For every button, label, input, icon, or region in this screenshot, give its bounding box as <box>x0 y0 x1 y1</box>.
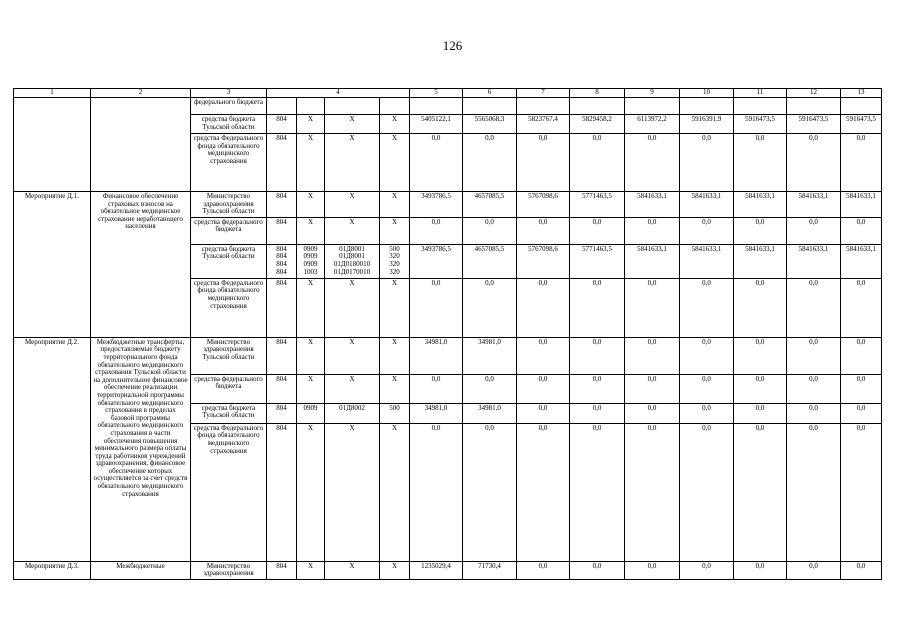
code-rz: X <box>297 337 325 374</box>
value-cell: 0,0 <box>625 278 680 337</box>
code-vr: X <box>380 337 410 374</box>
value-cell: 0,0 <box>680 561 734 579</box>
code-line: 804 <box>276 267 287 276</box>
value-cell: 34981,0 <box>463 337 517 374</box>
value-cell: 0,0 <box>841 423 882 561</box>
value-cell: 5841633,1 <box>625 192 680 218</box>
value-cell: 0,0 <box>570 134 625 192</box>
value-cell: 0,0 <box>841 134 882 192</box>
value-cell: 0,0 <box>841 337 882 374</box>
value-cell: 0,0 <box>570 403 625 423</box>
event-cell: Мероприятие Д.2. <box>14 337 91 561</box>
code-csr: X <box>325 337 380 374</box>
value-cell: 3493786,5 <box>410 244 463 278</box>
value-cell: 4657085,5 <box>463 244 517 278</box>
value-cell: 0,0 <box>841 217 882 244</box>
value-cell: 0,0 <box>517 217 570 244</box>
header-col-13: 13 <box>841 89 882 98</box>
code-line: 0909 <box>303 244 318 253</box>
budget-table <box>13 88 882 580</box>
value-cell: 0,0 <box>734 374 787 403</box>
table-row <box>14 98 882 115</box>
code-line: 320 <box>389 259 400 268</box>
code-vr: X <box>380 217 410 244</box>
source-cell: средства бюджета Тульской области <box>191 244 267 278</box>
code-csr: X <box>325 423 380 561</box>
source-cell: средства Федерального фонда обязательного медицинского страхования <box>191 423 267 561</box>
source-cell: Министерство здравоохранения <box>191 561 267 579</box>
value-cell: 5841633,1 <box>787 244 841 278</box>
code-line: 320 <box>389 252 400 261</box>
code-csr: X <box>325 115 380 134</box>
source-cell: Министерство здравоохранения Тульской области <box>191 192 267 218</box>
value-cell: 5771463,5 <box>570 244 625 278</box>
value-cell: 0,0 <box>787 278 841 337</box>
event-cell: Мероприятие Д.1. <box>14 192 91 338</box>
value-cell: 34981,0 <box>410 403 463 423</box>
value-cell: 0,0 <box>734 134 787 192</box>
desc-cell <box>91 98 191 192</box>
header-col-3: 3 <box>191 89 267 98</box>
code-line: 01Д8001 <box>339 244 365 253</box>
code-rz: 0909 <box>297 403 325 423</box>
value-cell: 0,0 <box>680 423 734 561</box>
code-vr: X <box>380 192 410 218</box>
value-cell: 0,0 <box>787 403 841 423</box>
value-cell: 0,0 <box>570 278 625 337</box>
code-rz: X <box>297 423 325 561</box>
code-rz: X <box>297 217 325 244</box>
source-cell: средства бюджета Тульской области <box>191 115 267 134</box>
value-cell: 0,0 <box>841 561 882 579</box>
value-cell: 0,0 <box>517 423 570 561</box>
page-number: 126 <box>442 38 463 53</box>
value-cell: 6113972,2 <box>625 115 680 134</box>
value-cell: 0,0 <box>787 561 841 579</box>
value-cell: 0,0 <box>841 403 882 423</box>
code-rz: X <box>297 278 325 337</box>
value-cell: 0,0 <box>517 561 570 579</box>
value-cell: 5771463,5 <box>570 192 625 218</box>
code-csr: X <box>325 217 380 244</box>
code-vr: X <box>380 561 410 579</box>
code-rz: X <box>297 374 325 403</box>
value-cell: 0,0 <box>787 337 841 374</box>
code-vr: X <box>380 423 410 561</box>
value-cell: 0,0 <box>787 423 841 561</box>
code-line: 804 <box>276 252 287 261</box>
source-cell: средства Федерального фонда обязательного медицинского страхования <box>191 134 267 192</box>
code-vr: X <box>380 374 410 403</box>
value-cell: 5823767,4 <box>517 115 570 134</box>
value-cell: 0,0 <box>410 374 463 403</box>
value-cell: 0,0 <box>410 217 463 244</box>
code-rz: X <box>297 115 325 134</box>
value-cell: 5767098,6 <box>517 192 570 218</box>
header-col-6: 6 <box>463 89 517 98</box>
value-cell: 0,0 <box>463 278 517 337</box>
value-cell: 0,0 <box>410 278 463 337</box>
code-csr: X <box>325 374 380 403</box>
value-cell: 5916473,5 <box>734 115 787 134</box>
code-vr <box>380 244 410 278</box>
header-col-2: 2 <box>91 89 191 98</box>
header-col-1: 1 <box>14 89 91 98</box>
code-rz: X <box>297 192 325 218</box>
value-cell: 0,0 <box>734 561 787 579</box>
source-cell: средства бюджета Тульской области <box>191 403 267 423</box>
value-cell: 0,0 <box>517 337 570 374</box>
value-cell: 0,0 <box>734 278 787 337</box>
value-cell: 0,0 <box>517 278 570 337</box>
value-cell: 0,0 <box>680 217 734 244</box>
code-line: 804 <box>276 244 287 253</box>
value-cell: 0,0 <box>463 423 517 561</box>
value-cell: 1235029,4 <box>410 561 463 579</box>
value-cell: 0,0 <box>680 278 734 337</box>
value-cell: 0,0 <box>517 374 570 403</box>
code-csr: X <box>325 134 380 192</box>
value-cell: 34981,0 <box>463 403 517 423</box>
header-col-5: 5 <box>410 89 463 98</box>
value-cell: 0,0 <box>841 278 882 337</box>
value-cell: 0,0 <box>841 374 882 403</box>
value-cell: 0,0 <box>625 217 680 244</box>
code-gr: 804 <box>267 192 297 218</box>
value-cell: 0,0 <box>463 374 517 403</box>
source-cell: средства федерального бюджета <box>191 374 267 403</box>
code-gr: 804 <box>267 374 297 403</box>
value-cell: 5841633,1 <box>680 244 734 278</box>
code-vr: X <box>380 278 410 337</box>
value-cell: 0,0 <box>680 134 734 192</box>
header-col-12: 12 <box>787 89 841 98</box>
desc-cell: Финансовое обеспечение страховых взносов на обязательное медицинское страхование неработающего населения <box>91 192 191 338</box>
value-cell: 34981,0 <box>410 337 463 374</box>
value-cell: 5916391,9 <box>680 115 734 134</box>
source-cell: средства Федерального фонда обязательного медицинского страхования <box>191 278 267 337</box>
code-line: 0909 <box>303 259 318 268</box>
code-gr: 804 <box>267 115 297 134</box>
code-line: 804 <box>276 259 287 268</box>
value-cell: 5841633,1 <box>841 192 882 218</box>
value-cell: 0,0 <box>410 134 463 192</box>
event-cell: Мероприятие Д.3. <box>14 561 91 579</box>
value-cell: 0,0 <box>570 423 625 561</box>
header-col-10: 10 <box>680 89 734 98</box>
code-vr: X <box>380 134 410 192</box>
code-csr: X <box>325 561 380 579</box>
value-cell: 0,0 <box>570 337 625 374</box>
value-cell: 0,0 <box>787 374 841 403</box>
value-cell: 0,0 <box>625 561 680 579</box>
value-cell: 5916473,5 <box>787 115 841 134</box>
table-row <box>14 192 882 218</box>
code-rz: X <box>297 561 325 579</box>
code-csr <box>325 244 380 278</box>
code-line: 01Д8001 <box>339 252 365 261</box>
value-cell: 0,0 <box>787 134 841 192</box>
value-cell: 0,0 <box>625 374 680 403</box>
code-vr: 500 <box>380 403 410 423</box>
table-row <box>14 337 882 374</box>
code-line: 320 <box>389 267 400 276</box>
code-csr: X <box>325 192 380 218</box>
code-csr: 01Д8002 <box>325 403 380 423</box>
code-line: 0909 <box>303 252 318 261</box>
value-cell: 0,0 <box>625 403 680 423</box>
desc-cell: Межбюджетные <box>91 561 191 579</box>
header-col-4: 4 <box>267 89 410 98</box>
code-gr: 804 <box>267 423 297 561</box>
value-cell: 0,0 <box>787 217 841 244</box>
code-gr: 804 <box>267 403 297 423</box>
value-cell: 5841633,1 <box>734 192 787 218</box>
code-rz <box>297 244 325 278</box>
value-cell: 0,0 <box>734 403 787 423</box>
value-cell: 71730,4 <box>463 561 517 579</box>
code-gr: 804 <box>267 278 297 337</box>
code-vr: X <box>380 115 410 134</box>
code-gr: 804 <box>267 217 297 244</box>
value-cell: 0,0 <box>570 374 625 403</box>
header-col-7: 7 <box>517 89 570 98</box>
code-line: 1003 <box>303 267 318 276</box>
value-cell: 0,0 <box>680 403 734 423</box>
value-cell: 4657085,5 <box>463 192 517 218</box>
code-rz: X <box>297 134 325 192</box>
value-cell: 0,0 <box>734 337 787 374</box>
event-cell <box>14 98 91 192</box>
table-row <box>14 561 882 579</box>
desc-cell: Межбюджетные трансферты, предоставляемые бюджету территориального фонда обязательного медицинского страхования Тульской области на дополнительное финансовое обеспечение реализации территориальной программы обязательного медицинского страхования в пределах базовой программы обязательного медицинского страхования в части обеспечения повышения минимального размера оплаты труда работников учреждений здравоохранения, финансовое обеспечение которых осуществляется за счет средств обязательного медицинского страхования <box>91 337 191 561</box>
value-cell: 5565068,3 <box>463 115 517 134</box>
value-cell: 0,0 <box>680 337 734 374</box>
value-cell: 0,0 <box>570 561 625 579</box>
value-cell: 5841633,1 <box>787 192 841 218</box>
header-row <box>14 89 882 98</box>
value-cell: 0,0 <box>625 134 680 192</box>
value-cell: 5841633,1 <box>625 244 680 278</box>
source-cell: Министерство здравоохранения Тульской области <box>191 337 267 374</box>
source-cell: федерального бюджета <box>191 98 267 115</box>
value-cell: 0,0 <box>680 374 734 403</box>
header-col-8: 8 <box>570 89 625 98</box>
value-cell: 0,0 <box>517 134 570 192</box>
code-line: 01Д0170010 <box>333 267 371 276</box>
code-gr: 804 <box>267 337 297 374</box>
code-csr: X <box>325 278 380 337</box>
value-cell: 5841633,1 <box>841 244 882 278</box>
value-cell: 0,0 <box>410 423 463 561</box>
value-cell: 0,0 <box>734 423 787 561</box>
code-line: 500 <box>389 244 400 253</box>
value-cell: 5405122,1 <box>410 115 463 134</box>
source-cell: средства федерального бюджета <box>191 217 267 244</box>
code-gr <box>267 244 297 278</box>
code-line: 01Д0180010 <box>333 259 371 268</box>
value-cell: 5841633,1 <box>680 192 734 218</box>
value-cell: 0,0 <box>463 134 517 192</box>
value-cell: 5767098,6 <box>517 244 570 278</box>
value-cell: 5829458,2 <box>570 115 625 134</box>
value-cell: 0,0 <box>463 217 517 244</box>
value-cell: 0,0 <box>625 337 680 374</box>
value-cell: 0,0 <box>625 423 680 561</box>
value-cell: 0,0 <box>734 217 787 244</box>
code-gr: 804 <box>267 134 297 192</box>
value-cell: 5916473,5 <box>841 115 882 134</box>
code-gr: 804 <box>267 561 297 579</box>
value-cell: 5841633,1 <box>734 244 787 278</box>
header-col-9: 9 <box>625 89 680 98</box>
header-col-11: 11 <box>734 89 787 98</box>
value-cell: 3493786,5 <box>410 192 463 218</box>
value-cell: 0,0 <box>570 217 625 244</box>
value-cell: 0,0 <box>517 403 570 423</box>
